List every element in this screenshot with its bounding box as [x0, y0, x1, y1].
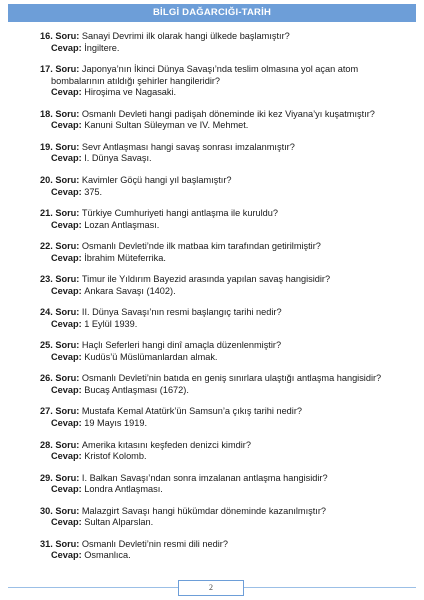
- question-label: 20. Soru:: [40, 174, 82, 185]
- question-text: Osmanlı Devleti’nin resmi dili nedir?: [81, 538, 228, 549]
- answer-label: Cevap:: [51, 550, 85, 561]
- answer-text: Sultan Alparslan.: [84, 517, 154, 528]
- question-word: Soru: [55, 274, 77, 285]
- question-text: bombalarının atıldığı şehirler hangileridir?: [51, 75, 221, 86]
- answer-label: Cevap:: [51, 120, 85, 131]
- question-number: 23.: [40, 274, 53, 285]
- qa-item: [40, 473, 410, 496]
- question-number: 24.: [40, 307, 53, 318]
- question-label: 22. Soru:: [40, 241, 82, 252]
- question-label: 17. Soru:: [40, 64, 82, 75]
- answer-line: [40, 43, 410, 55]
- answer-word: Cevap: [51, 219, 79, 230]
- question-word: Soru: [55, 64, 77, 75]
- answer-line: [40, 451, 410, 463]
- question-word: Soru: [55, 373, 77, 384]
- question-label: 23. Soru:: [40, 274, 82, 285]
- answer-line: [40, 153, 410, 165]
- answer-line: [40, 187, 410, 199]
- question-text: Osmanlı Devleti’nin batıda en geniş sınırlara ulaştığı antlaşma hangisidir?: [81, 373, 382, 384]
- answer-text: Ankara Savaşı (1402).: [84, 285, 176, 296]
- question-number: 26.: [40, 373, 53, 384]
- qa-item: [40, 440, 410, 463]
- question-number: 25.: [40, 340, 53, 351]
- question-label: 21. Soru:: [40, 207, 82, 218]
- question-number: 18.: [40, 108, 53, 119]
- answer-word: Cevap: [51, 153, 79, 164]
- answer-label: Cevap:: [51, 418, 85, 429]
- question-text: Japonya’nın İkinci Dünya Savaşı’nda teslim olmasına yol açan atom: [81, 64, 359, 75]
- answer-text: Hiroşima ve Nagasaki.: [84, 87, 177, 98]
- qa-item: [40, 64, 410, 99]
- question-word: Soru: [55, 141, 77, 152]
- question-label: 29. Soru:: [40, 472, 82, 483]
- answer-word: Cevap: [51, 451, 79, 462]
- answer-word: Cevap: [51, 550, 79, 561]
- question-line: [40, 142, 410, 154]
- question-label: 16. Soru:: [40, 31, 82, 41]
- qa-item: [40, 274, 410, 297]
- answer-label: Cevap:: [51, 219, 85, 230]
- question-number: 17.: [40, 64, 53, 75]
- answer-word: Cevap: [51, 318, 79, 329]
- answer-line: [40, 352, 410, 364]
- answer-label: Cevap:: [51, 42, 85, 53]
- qa-item: [40, 506, 410, 529]
- question-line: [40, 473, 410, 485]
- question-number: 30.: [40, 505, 53, 516]
- answer-text: Kristof Kolomb.: [84, 451, 147, 462]
- question-text: Sevr Antlaşması hangi savaş sonrası imzalanmıştır?: [81, 141, 295, 152]
- question-line: [40, 539, 410, 551]
- question-label: 28. Soru:: [40, 439, 82, 450]
- question-continuation: [40, 76, 410, 88]
- answer-word: Cevap: [51, 384, 79, 395]
- question-label: 18. Soru:: [40, 108, 82, 119]
- question-line: [40, 373, 410, 385]
- question-number: 31.: [40, 538, 53, 549]
- answer-word: Cevap: [51, 351, 79, 362]
- question-number: 21.: [40, 207, 53, 218]
- question-line: [40, 208, 410, 220]
- question-number: 29.: [40, 472, 53, 483]
- answer-text: 1 Eylül 1939.: [84, 318, 138, 329]
- answer-text: I. Dünya Savaşı.: [84, 153, 152, 164]
- answer-line: [40, 319, 410, 331]
- question-text: Kavimler Göçü hangi yıl başlamıştır?: [81, 174, 232, 185]
- answer-text: Osmanlıca.: [84, 550, 131, 561]
- qa-item: [40, 31, 410, 54]
- question-word: Soru: [55, 108, 77, 119]
- question-word: Soru: [55, 538, 77, 549]
- qa-item: [40, 340, 410, 363]
- qa-item: [40, 539, 410, 562]
- answer-word: Cevap: [51, 484, 79, 495]
- question-text: Osmanlı Devleti’nde ilk matbaa kim tarafından getirilmiştir?: [81, 241, 321, 252]
- qa-item: [40, 406, 410, 429]
- answer-label: Cevap:: [51, 252, 85, 263]
- question-number: 27.: [40, 406, 53, 417]
- answer-word: Cevap: [51, 120, 79, 131]
- qa-item: [40, 373, 410, 396]
- question-word: Soru: [55, 505, 77, 516]
- question-text: Mustafa Kemal Atatürk’ün Samsun’a çıkış tarihi nedir?: [81, 406, 302, 417]
- question-word: Soru: [55, 307, 77, 318]
- question-label: 30. Soru:: [40, 505, 82, 516]
- question-word: Soru: [55, 340, 77, 351]
- qa-item: [40, 241, 410, 264]
- question-word: Soru: [55, 241, 77, 252]
- question-word: Soru: [55, 439, 77, 450]
- answer-label: Cevap:: [51, 451, 85, 462]
- answer-word: Cevap: [51, 42, 79, 53]
- question-line: [40, 109, 410, 121]
- question-word: Soru: [55, 174, 77, 185]
- qa-list: [40, 31, 410, 572]
- answer-line: [40, 484, 410, 496]
- answer-word: Cevap: [51, 186, 79, 197]
- question-number: 28.: [40, 439, 53, 450]
- answer-word: Cevap: [51, 285, 79, 296]
- answer-label: Cevap:: [51, 318, 85, 329]
- qa-item: [40, 175, 410, 198]
- question-line: [40, 31, 410, 43]
- answer-word: Cevap: [51, 87, 79, 98]
- answer-label: Cevap:: [51, 517, 85, 528]
- question-number: 22.: [40, 241, 53, 252]
- question-label: 31. Soru:: [40, 538, 82, 549]
- question-text: II. Dünya Savaşı’nın resmi başlangıç tarihi nedir?: [81, 307, 282, 318]
- question-line: [40, 175, 410, 187]
- answer-text: Londra Antlaşması.: [84, 484, 163, 495]
- question-text: Osmanlı Devleti hangi padişah döneminde iki kez Viyana’yı kuşatmıştır?: [81, 108, 375, 119]
- qa-item: [40, 208, 410, 231]
- question-number: 16.: [40, 31, 53, 41]
- answer-label: Cevap:: [51, 285, 85, 296]
- question-label: 26. Soru:: [40, 373, 82, 384]
- answer-label: Cevap:: [51, 384, 85, 395]
- question-text: Amerika kıtasını keşfeden denizci kimdir?: [81, 439, 251, 450]
- header-title: BİLGİ DAĞARCIĞI-TARİH: [152, 7, 271, 18]
- answer-label: Cevap:: [51, 351, 85, 362]
- question-label: 24. Soru:: [40, 307, 82, 318]
- answer-text: İngiltere.: [84, 42, 120, 53]
- question-text: Türkiye Cumhuriyeti hangi antlaşma ile kuruldu?: [81, 207, 278, 218]
- answer-line: [40, 418, 410, 430]
- question-line: [40, 64, 410, 76]
- answer-label: Cevap:: [51, 153, 85, 164]
- answer-line: [40, 220, 410, 232]
- question-line: [40, 406, 410, 418]
- answer-line: [40, 120, 410, 132]
- qa-item: [40, 142, 410, 165]
- question-text: Haçlı Seferleri hangi dinî amaçla düzenlenmiştir?: [81, 340, 282, 351]
- answer-text: Lozan Antlaşması.: [84, 219, 160, 230]
- question-word: Soru: [55, 406, 77, 417]
- question-text: Timur ile Yıldırım Bayezid arasında yapılan savaş hangisidir?: [81, 274, 331, 285]
- question-text: I. Balkan Savaşı’ndan sonra imzalanan antlaşma hangisidir?: [81, 472, 328, 483]
- qa-item: [40, 307, 410, 330]
- answer-word: Cevap: [51, 517, 79, 528]
- answer-text: Bucaş Antlaşması (1672).: [84, 384, 189, 395]
- question-word: Soru: [55, 31, 77, 41]
- answer-word: Cevap: [51, 418, 79, 429]
- question-label: 27. Soru:: [40, 406, 82, 417]
- answer-label: Cevap:: [51, 186, 85, 197]
- answer-line: [40, 517, 410, 529]
- answer-text: İbrahim Müteferrika.: [84, 252, 166, 263]
- answer-label: Cevap:: [51, 87, 85, 98]
- question-text: Malazgirt Savaşı hangi hükümdar döneminde kazanılmıştır?: [81, 505, 327, 516]
- question-label: 25. Soru:: [40, 340, 82, 351]
- answer-line: [40, 286, 410, 298]
- page-number: 2: [209, 583, 213, 592]
- question-line: [40, 274, 410, 286]
- answer-text: 375.: [84, 186, 103, 197]
- page-header: [8, 4, 416, 22]
- answer-line: [40, 550, 410, 562]
- question-number: 20.: [40, 174, 53, 185]
- question-line: [40, 506, 410, 518]
- answer-text: Kudüs’ü Müslümanlardan almak.: [84, 351, 218, 362]
- question-number: 19.: [40, 141, 53, 152]
- answer-line: [40, 385, 410, 397]
- page-footer: [0, 580, 424, 596]
- question-text: Sanayi Devrimi ilk olarak hangi ülkede başlamıştır?: [81, 31, 290, 41]
- answer-text: 19 Mayıs 1919.: [84, 418, 148, 429]
- question-line: [40, 307, 410, 319]
- answer-line: [40, 253, 410, 265]
- answer-word: Cevap: [51, 252, 79, 263]
- answer-text: Kanuni Sultan Süleyman ve IV. Mehmet.: [84, 120, 249, 131]
- question-label: 19. Soru:: [40, 141, 82, 152]
- question-line: [40, 241, 410, 253]
- answer-label: Cevap:: [51, 484, 85, 495]
- question-line: [40, 340, 410, 352]
- answer-line: [40, 87, 410, 99]
- question-line: [40, 440, 410, 452]
- qa-item: [40, 109, 410, 132]
- question-word: Soru: [55, 207, 77, 218]
- page-number-box: [178, 580, 244, 596]
- question-word: Soru: [55, 472, 77, 483]
